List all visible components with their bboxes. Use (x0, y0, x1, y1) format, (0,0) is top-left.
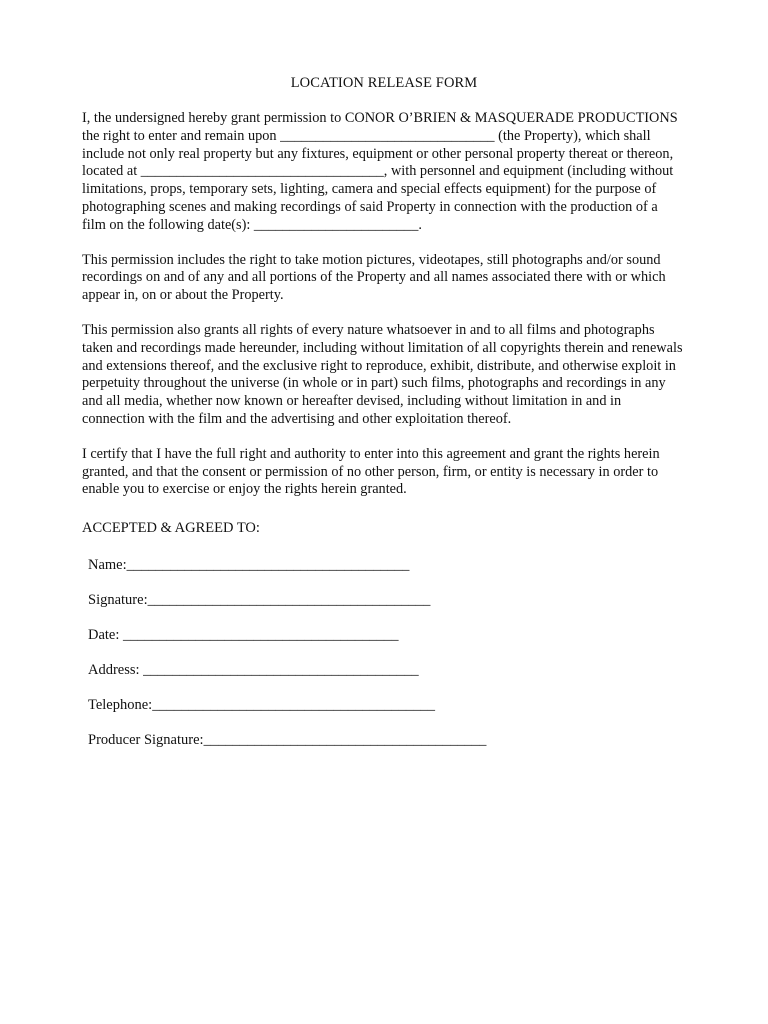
text-line: appear in, on or about the Property. (82, 287, 284, 304)
text-line: located at __________________________________, with personnel and equipment (including without (82, 163, 674, 180)
text-line: enable you to exercise or enjoy the rights herein granted. (82, 481, 407, 498)
text-line: the right to enter and remain upon ______________________________ (the Property), which shall (82, 127, 651, 144)
page-title: LOCATION RELEASE FORM (290, 75, 478, 91)
text-line: connection with the film and the advertising and other exploitation thereof. (82, 410, 512, 427)
paragraph-certification (82, 446, 722, 499)
producer-signature-field[interactable]: Producer Signature:_______________________________________ (88, 732, 487, 748)
text-line: This permission includes the right to take motion pictures, videotapes, still photographs and/or sound (82, 251, 661, 268)
text-line: recordings on and of any and all portions of the Property and all names associated there with or which (82, 269, 666, 286)
text-line: and all media, whether now known or hereafter devised, including without limitation in and in (82, 393, 622, 410)
text-line: I certify that I have the full right and authority to enter into this agreement and grant the rights herein (82, 445, 660, 462)
text-line: I, the undersigned hereby grant permission to CONOR O’BRIEN & MASQUERADE PRODUCTIONS (82, 110, 678, 126)
text-line: limitations, props, temporary sets, lighting, camera and special effects equipment) for the purpose of (82, 181, 657, 198)
paragraph-rights-grant (82, 322, 722, 429)
accepted-agreed-heading: ACCEPTED & AGREED TO: (82, 520, 260, 536)
text-line: and extensions thereof, and the exclusive right to reproduce, exhibit, distribute, and otherwise exploit in (82, 357, 676, 374)
text-line: film on the following date(s): _______________________. (82, 216, 422, 233)
paragraph-grant-permission (82, 110, 722, 235)
address-field[interactable]: Address: ______________________________________ (88, 662, 419, 678)
release-body (82, 110, 722, 516)
text-line: granted, and that the consent or permission of no other person, firm, or entity is necessary in order to (82, 463, 659, 480)
text-line: taken and recordings made hereunder, including without limitation of all copyrights therein and renewals (82, 339, 683, 356)
signature-field[interactable]: Signature:_______________________________________ (88, 592, 431, 608)
text-line: perpetuity throughout the universe (in whole or in part) such films, photographs and recordings in any (82, 375, 666, 392)
name-field[interactable]: Name:_______________________________________ (88, 557, 410, 573)
text-line: include not only real property but any fixtures, equipment or other personal property thereat or thereon, (82, 145, 674, 162)
text-line: photographing scenes and making recordings of said Property in connection with the production of a (82, 198, 658, 215)
paragraph-permission-includes (82, 252, 722, 305)
text-line: This permission also grants all rights of every nature whatsoever in and to all films and photographs (82, 321, 655, 338)
date-field[interactable]: Date: ______________________________________ (88, 627, 399, 643)
telephone-field[interactable]: Telephone:_______________________________________ (88, 697, 435, 713)
